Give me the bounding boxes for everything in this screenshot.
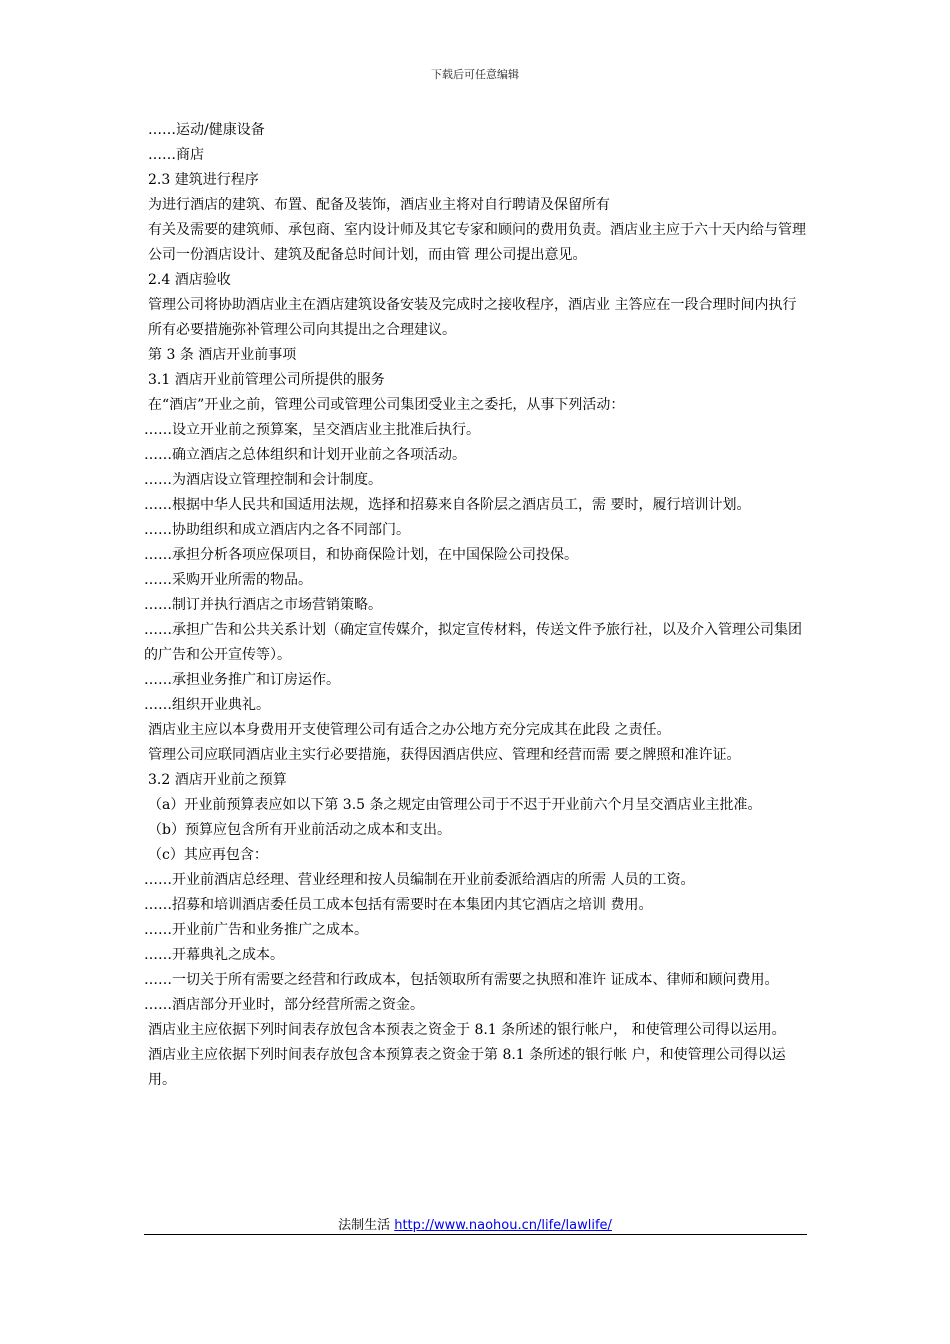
- paragraph: 酒店业主应依据下列时间表存放包含本预表之资金于 8.1 条所述的银行帐户， 和使管理公司得以运用。: [148, 1022, 786, 1038]
- list-item: ……开业前酒店总经理、营业经理和按人员编制在开业前委派给酒店的所需 人员的工资。: [144, 872, 695, 888]
- paragraph: （a）开业前预算表应如以下第 3.5 条之规定由管理公司于不迟于开业前六个月呈交酒店业主批准。: [148, 797, 762, 813]
- list-item: ……采购开业所需的物品。: [144, 572, 312, 588]
- list-item: ……酒店部分开业时，部分经营所需之资金。: [144, 997, 424, 1013]
- list-item: ……承担分析各项应保项目，和协商保险计划，在中国保险公司投保。: [144, 547, 578, 563]
- list-item: ……为酒店设立管理控制和会计制度。: [144, 472, 382, 488]
- list-item: ……根据中华人民共和国适用法规，选择和招募来自各阶层之酒店员工，需 要时，履行培训计划。: [144, 497, 751, 513]
- section-heading: 2.3 建筑进行程序: [148, 172, 259, 188]
- section-heading: 3.1 酒店开业前管理公司所提供的服务: [148, 372, 385, 388]
- section-heading: 2.4 酒店验收: [148, 272, 231, 288]
- paragraph: ……运动/健康设备: [148, 122, 265, 138]
- paragraph: ……商店: [148, 147, 204, 163]
- paragraph: （b）预算应包含所有开业前活动之成本和支出。: [148, 822, 451, 838]
- article-heading: 第 3 条 酒店开业前事项: [148, 347, 297, 363]
- list-item: ……开幕典礼之成本。: [144, 947, 284, 963]
- list-item: ……确立酒店之总体组织和计划开业前之各项活动。: [144, 447, 466, 463]
- paragraph: 有关及需要的建筑师、承包商、室内设计师及其它专家和顾问的费用负责。酒店业主应于六十天内给与管理公司一份酒店设计、建筑及配备总时间计划，而由管 理公司提出意见。: [148, 222, 806, 263]
- section-heading: 3.2 酒店开业前之预算: [148, 772, 287, 788]
- footer-label: 法制生活: [338, 1218, 395, 1233]
- list-item: ……开业前广告和业务推广之成本。: [144, 922, 368, 938]
- paragraph: 为进行酒店的建筑、布置、配备及装饰，酒店业主将对自行聘请及保留所有: [148, 197, 610, 213]
- list-item: ……承担广告和公共关系计划（确定宣传媒介，拟定宣传材料，传送文件予旅行社，以及介入管理公司集团的广告和公开宣传等）。: [144, 622, 802, 663]
- footer-link[interactable]: http://www.naohou.cn/life/lawlife/: [394, 1218, 612, 1233]
- footer-divider: [144, 1234, 807, 1235]
- list-item: ……组织开业典礼。: [144, 697, 270, 713]
- list-item: ……一切关于所有需要之经营和行政成本，包括领取所有需要之执照和准许 证成本、律师和顾问费用。: [144, 972, 779, 988]
- list-item: ……招募和培训酒店委任员工成本包括有需要时在本集团内其它酒店之培训 费用。: [144, 897, 653, 913]
- document-body: [144, 118, 808, 1093]
- paragraph: （c）其应再包含：: [148, 847, 268, 863]
- page-footer: [0, 1214, 950, 1233]
- paragraph: 在“酒店”开业之前，管理公司或管理公司集团受业主之委托，从事下列活动：: [148, 397, 625, 413]
- paragraph: 酒店业主应依据下列时间表存放包含本预算表之资金于第 8.1 条所述的银行帐 户，和使管理公司得以运用。: [148, 1047, 786, 1088]
- paragraph: 管理公司应联同酒店业主实行必要措施，获得因酒店供应、管理和经营而需 要之牌照和准许证。: [148, 747, 741, 763]
- paragraph: 酒店业主应以本身费用开支使管理公司有适合之办公地方充分完成其在此段 之责任。: [148, 722, 671, 738]
- list-item: ……承担业务推广和订房运作。: [144, 672, 340, 688]
- page-header: 下载后可任意编辑: [431, 68, 519, 81]
- paragraph: 管理公司将协助酒店业主在酒店建筑设备安装及完成时之接收程序，酒店业 主答应在一段合理时间内执行所有必要措施弥补管理公司向其提出之合理建议。: [148, 297, 797, 338]
- list-item: ……设立开业前之预算案，呈交酒店业主批准后执行。: [144, 422, 480, 438]
- list-item: ……制订并执行酒店之市场营销策略。: [144, 597, 382, 613]
- list-item: ……协助组织和成立酒店内之各不同部门。: [144, 522, 410, 538]
